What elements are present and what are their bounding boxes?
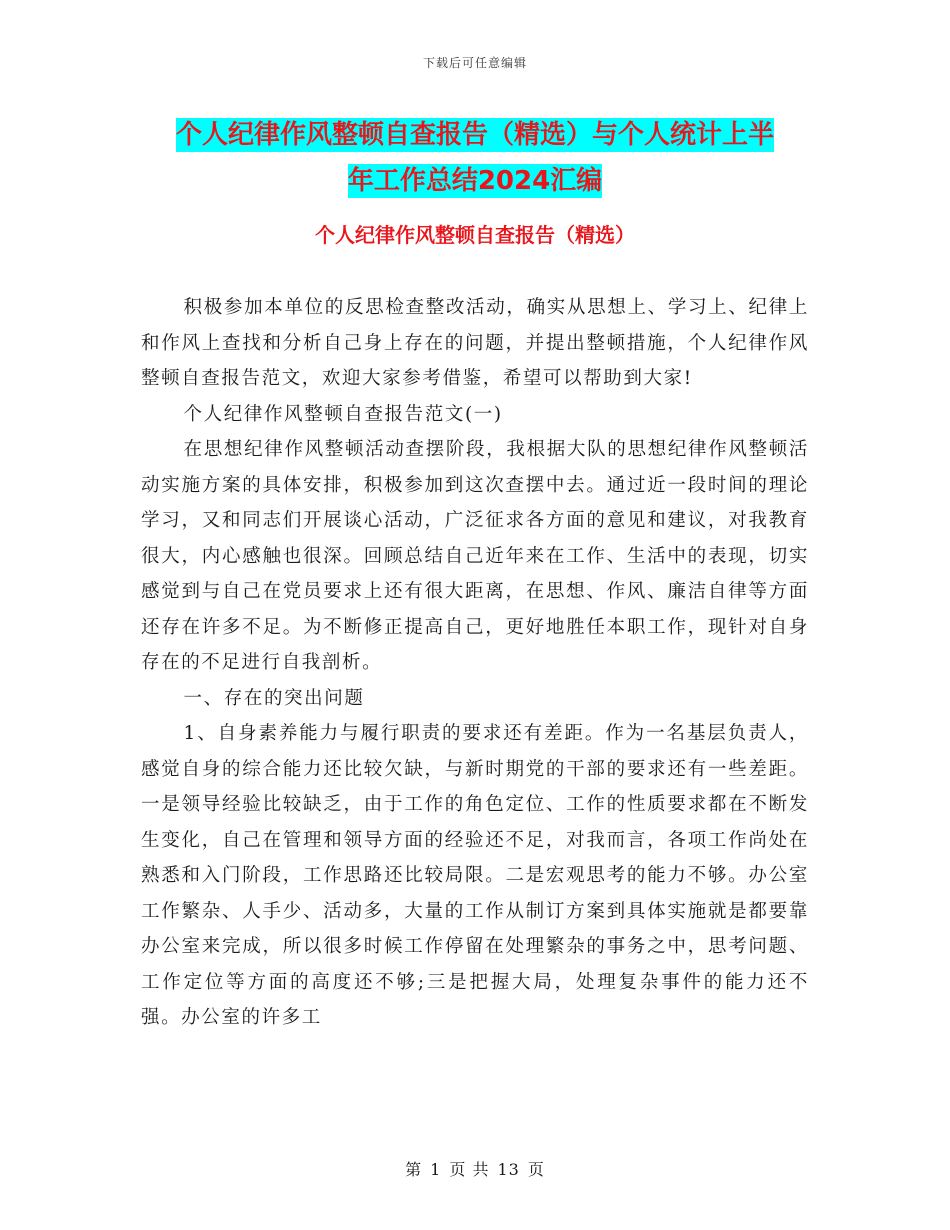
header-note: 下载后可任意编辑 — [422, 56, 527, 70]
document-body — [141, 290, 809, 1036]
section-title: 个人纪律作风整顿自查报告（精选） — [315, 223, 635, 247]
title-line-1: 个人纪律作风整顿自查报告（精选）与个人统计上半 — [175, 120, 774, 150]
intro-paragraph: 积极参加本单位的反思检查整改活动，确实从思想上、学习上、纪律上和作风上查找和分析自己身上存在的问题，并提出整顿措施，个人纪律作风整顿自查报告范文，欢迎大家参考借鉴，希望可以帮助到大家! — [141, 297, 809, 389]
issues-heading: 一、存在的突出问题 — [183, 687, 365, 709]
sample-heading: 个人纪律作风整顿自查报告范文(一) — [183, 403, 503, 425]
page-number: 1 — [430, 1160, 442, 1179]
body-paragraph: 1、自身素养能力与履行职责的要求还有差距。作为一名基层负责人，感觉自身的综合能力还比较欠缺，与新时期党的干部的要求还有一些差距。一是领导经验比较缺乏，由于工作的角色定位、工作的性质要求都在不断发生变化，自己在管理和领导方面的经验还不足，对我而言，各项工作尚处在熟悉和入门阶段，工作思路还比较局限。二是宏观思考的能力不够。办公室工作繁杂、人手少、活动多，大量的工作从制订方案到具体实施就是都要靠办公室来完成，所以很多时候工作停留在处理繁杂的事务之中，思考问题、工作定位等方面的高度还不够;三是把握大局，处理复杂事件的能力还不强。办公室的许多工 — [141, 723, 809, 1028]
page-mid: 页 共 — [449, 1160, 490, 1179]
page-footer — [0, 1157, 950, 1180]
total-pages: 13 — [497, 1160, 520, 1179]
page-suffix: 页 — [527, 1160, 545, 1179]
document-title — [140, 112, 810, 204]
page-prefix: 第 — [405, 1160, 423, 1179]
title-line-2: 年工作总结2024汇编 — [347, 166, 603, 196]
body-paragraph: 在思想纪律作风整顿活动查摆阶段，我根据大队的思想纪律作风整顿活动实施方案的具体安排，积极参加到这次查摆中去。通过近一段时间的理论学习，又和同志们开展谈心活动，广泛征求各方面的意见和建议，对我教育很大，内心感触也很深。回顾总结自己近年来在工作、生活中的表现，切实感觉到与自己在党员要求上还有很大距离，在思想、作风、廉洁自律等方面还存在许多不足。为不断修正提高自己，更好地胜任本职工作，现针对自身存在的不足进行自我剖析。 — [141, 439, 809, 673]
